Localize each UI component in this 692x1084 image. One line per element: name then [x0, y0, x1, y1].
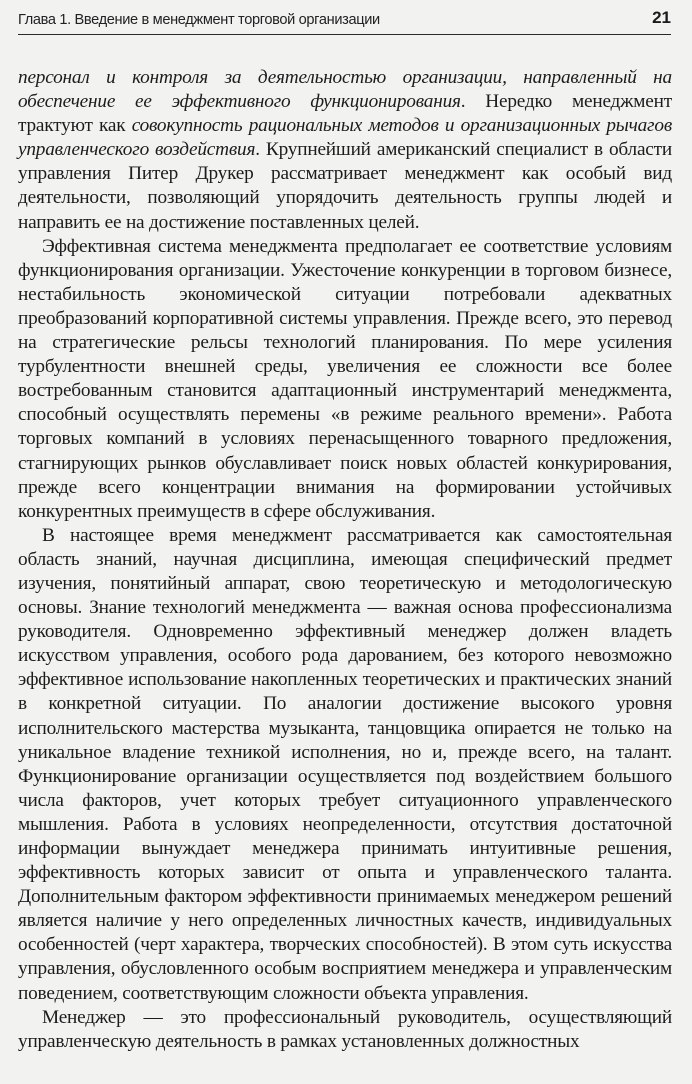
italic-run: персонал и контроля за деятельностью организации, направленный на обеспечение ее эффективного функционирования: [18, 67, 672, 113]
text-run: Менеджер — это профессиональный руководитель, осуществляющий управленческую деятельность в рамках установленных должностных: [18, 1006, 672, 1052]
text-run: Эффективная система менеджмента предполагает ее соответствие условиям функционирования организации. Ужесточение конкуренции в торговом бизнесе, нестабильность экономической ситуации потребовали адекватных преобразований корпоративной системы управления. Прежде всего, это перевод на стратегические рельсы технологий планирования. По мере усиления турбулентности внешней среды, увеличения ее сложности все более востребованным становится адаптационный инструментарий менеджмента, способный осуществлять перемены «в режиме реального времени». Работа торговых компаний в условиях перенасыщенного товарного предложения, стагнирующих рынков обуславливает поиск новых областей конкурирования, прежде всего концентрации внимания на формировании устойчивых конкурентных преимуществ в сфере обслуживания.: [18, 235, 672, 522]
text-run: В настоящее время менеджмент рассматривается как самостоятельная область знаний, научная дисциплина, имеющая специфический предмет изучения, понятийный аппарат, свою теоретическую и методологическую основы. Знание технологий менеджмента — важная основа профессионализма руководителя. Одновременно эффективный менеджер должен владеть искусством управления, особого рода дарованием, без которого невозможно эффективное использование накопленных теоретических и практических знаний в конкретной ситуации. По аналогии достижение высокого уровня исполнительского мастерства музыканта, танцовщика опирается не только на уникальное владение техникой исполнения, но и, прежде всего, на талант. Функционирование организации осуществляется под воздействием большого числа факторов, учет которых требует ситуационного управленческого мышления. Работа в условиях неопределенности, отсутствия достаточной информации вынуждает менеджера принимать интуитивные решения, эффективность которых зависит от опыта и управленческого таланта. Дополнительным фактором эффективности принимаемых менеджером решений является наличие у него определенных личностных качеств, индивидуальных особенностей (черт характера, творческих способностей). В этом суть искусства управления, обусловленного особым восприятием менеджера и управленческим поведением, соответствующим сложности объекта управления.: [18, 524, 672, 1004]
paragraph-2: [18, 235, 672, 524]
text-run: . Крупнейший американский специалист в области управления Питер Друкер рассматривает менеджмент как особый вид деятельности, позволяющий упорядочить деятельность группы людей и направить ее на достижение поставленных целей.: [18, 139, 673, 233]
paragraph-4: [18, 1006, 672, 1054]
paragraph-3: [18, 524, 672, 1006]
body-text: [18, 66, 672, 1054]
text-run: . Нередко менеджмент трактуют как: [18, 91, 672, 137]
running-head: Глава 1. Введение в менеджмент торговой организации: [18, 12, 380, 28]
paragraph-1: [18, 66, 672, 235]
page-number: 21: [652, 8, 671, 27]
page-header: [18, 6, 671, 35]
italic-run: совокупность рациональных методов и организационных рычагов управленческого воздействия: [18, 115, 672, 161]
